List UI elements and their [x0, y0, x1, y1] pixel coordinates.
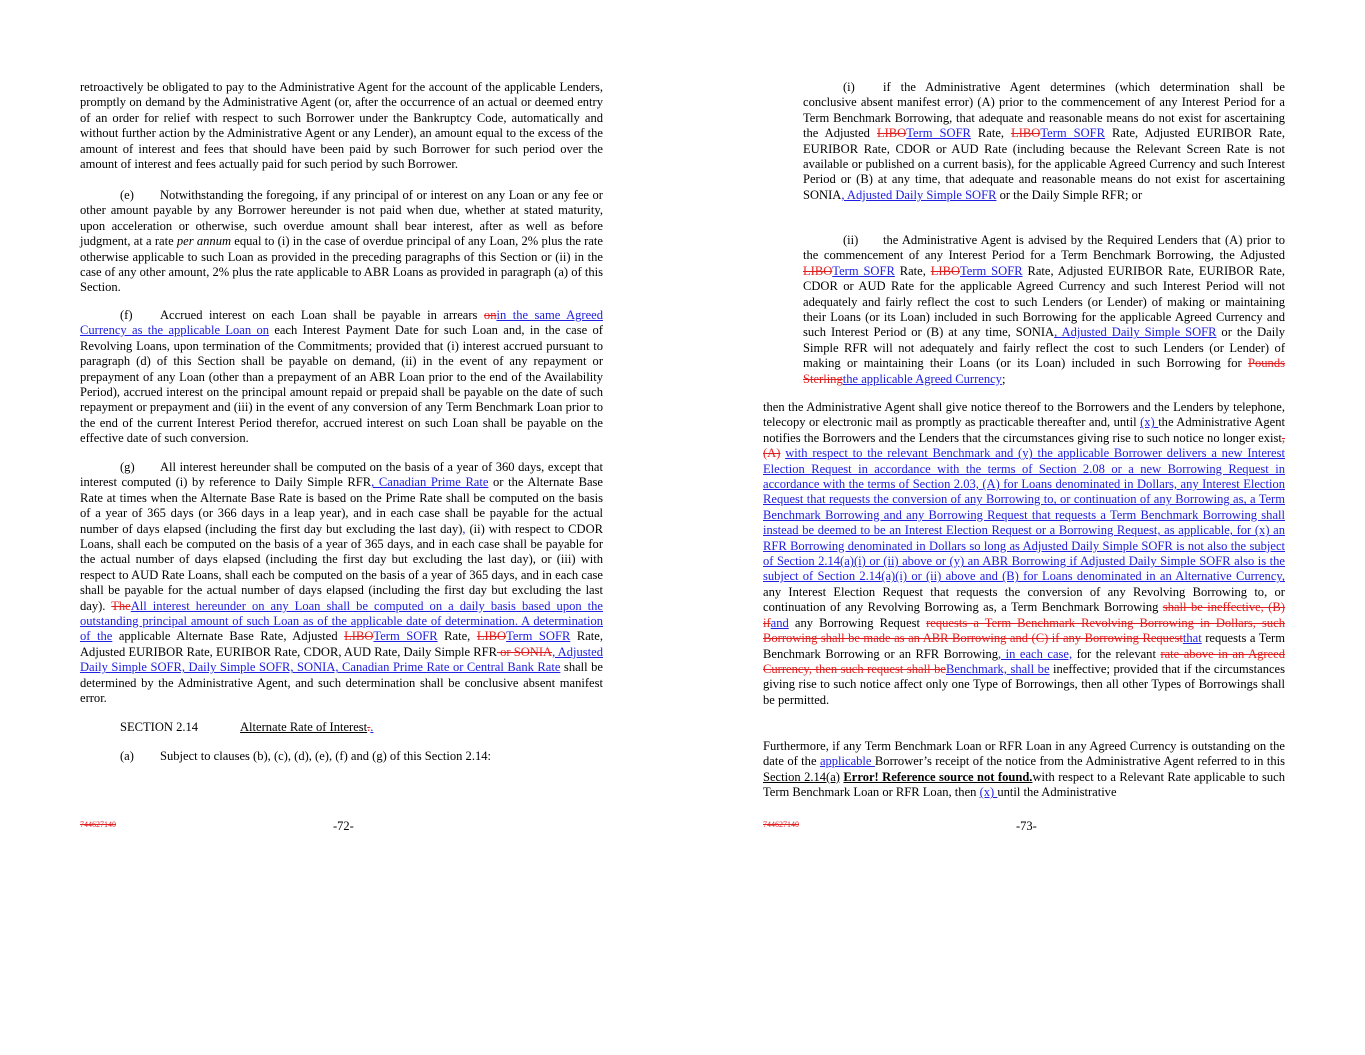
- text: or the Alternate Base Rate at times when the Alternate Base Rate is based on the Prime Rate shall be computed on the basis of a year of 365 days (or 366 days in a leap year), and in each case shall be payable for the actual number of days elapsed (including the first day but excluding the last day): [80, 475, 603, 536]
- text: applicable Alternate Base Rate, Adjusted: [112, 629, 345, 644]
- inserted-text: and: [770, 615, 789, 630]
- text: the Administrative Agent is advised by the Required Lenders that (A) prior to the commencement of any Interest Period for a Term Benchmark Borrowing, the Adjusted: [803, 233, 1285, 263]
- deleted-text: , (A): [763, 430, 1285, 461]
- text: for the relevant: [1072, 646, 1161, 661]
- page-number: -73-: [1016, 819, 1037, 833]
- deleted-text: on: [483, 308, 497, 322]
- deleted-text: requests a Term Benchmark Revolving Borrowing in Dollars, such Borrowing shall be made as an ABR Borrowing and (C) if any Borrowing Request: [763, 615, 1286, 646]
- text: Furthermore, if any Term Benchmark Loan or RFR Loan in any Agreed Currency is outstanding on the date of the: [763, 739, 1285, 769]
- paragraph-then: [763, 400, 1285, 708]
- inserted-text: , Canadian Prime Rate: [371, 475, 489, 490]
- text: or the Daily Simple RFR will not adequately and fairly reflect the cost to such Lenders (or Lender) of making or maintaining their Loans (or its Loan) included in such Borrowing for: [803, 325, 1285, 371]
- page-number: -72-: [333, 819, 354, 833]
- text: Borrower’s receipt of the notice from the Administrative Agent referred to in this: [874, 754, 1285, 769]
- clause-a-label: (a): [120, 749, 134, 763]
- paragraph-label: (f): [120, 308, 133, 322]
- text: (ii) with respect to CDOR Loans, shall each be computed on the basis of a year of 365 days, and in each case shall be payable for the actual number of days elapsed (including the first day but excluding the last day), or (iii) with respect to AUD Rate Loans, shall each be computed on the basis of a year of 365 days, and in each case shall be payable for the actual number of days elapsed (including the first day but excluding the last day).: [80, 521, 603, 613]
- inserted-text: Term SOFR: [1040, 126, 1106, 141]
- error-text: Error! Reference source not found.: [843, 769, 1033, 784]
- paragraph-ii: [803, 233, 1285, 387]
- text: equal to (i) in the case of overdue principal of any Loan, 2% plus the rate otherwise applicable to such Loan as provided in the preceding paragraphs of this Section or (ii) in the case of any other amount, 2% plus the rate applicable to ABR Loans as provided in paragraph (a) of this Section.: [80, 234, 603, 295]
- section-title: Alternate Rate of Interest: [240, 720, 368, 734]
- text: ineffective; provided that if the circumstances giving rise to such notice affect only one Type of Borrowings, then all other Types of Borrowings shall be permitted.: [763, 661, 1285, 707]
- inserted-text: Term SOFR: [832, 263, 895, 278]
- inserted-text: ,: [462, 521, 466, 536]
- inserted-text: , in each case,: [998, 646, 1073, 661]
- italic-text: per annum: [176, 234, 232, 249]
- deleted-punct: .: [367, 720, 371, 734]
- paragraph-furthermore: [763, 739, 1285, 801]
- section-heading: [120, 720, 373, 735]
- paragraph-i: [803, 80, 1285, 203]
- inserted-text: Term SOFR: [906, 126, 971, 141]
- inserted-text: , Adjusted Daily Simple SOFR: [1054, 325, 1217, 340]
- text: requests a Term Benchmark Borrowing or an RFR Borrowing: [763, 631, 1285, 661]
- inserted-text: in the same Agreed Currency as the applicable Loan on: [80, 308, 603, 338]
- text: any Interest Election Request that requests the conversion of any Revolving Borrowing to, or continuation of any Revolving Borrowing as, a Term Benchmark Borrowing: [763, 584, 1285, 615]
- text: retroactively be obligated to pay to the Administrative Agent for the account of the applicable Lenders, promptly on demand by the Administrative Agent (or, after the occurrence of an actual or deemed entry of an order for relief with respect to such Borrower under the Bankruptcy Code, automatically and without further action by the Administrative Agent or any Lender), an amount equal to the excess of the amount of interest and fees that should have been paid by such Borrower for such period over the amount of interest and fees actually paid for such period by such Borrower.: [80, 80, 603, 172]
- inserted-punct: .: [370, 720, 374, 734]
- inserted-text: (x): [1140, 415, 1159, 430]
- paragraph-f: [80, 308, 603, 447]
- paragraph-label: (ii): [843, 233, 859, 247]
- page-73: [683, 0, 1365, 1055]
- clause-a: [120, 749, 491, 764]
- text: Rate, Adjusted EURIBOR Rate, EURIBOR Rate, CDOR or AUD Rate for the applicable Agreed Currency and such Interest Period will not adequately and fairly reflect the cost to such Lenders (or Lender) of making or maintaining their Loans (or its Loan) included in such Borrowing for the applicable Agreed Currency and such Interest Period or (B) at any time, SONIA: [803, 263, 1285, 340]
- text: any Borrowing Request: [788, 615, 927, 630]
- paragraph-d-continued: [80, 80, 603, 172]
- deleted-text: LIBO: [476, 629, 507, 644]
- paragraph-g: [80, 460, 603, 707]
- text: Rate,: [970, 126, 1012, 141]
- inserted-text: with respect to the relevant Benchmark and (y) the applicable Borrower delivers a new Interest Election Request in accordance with the terms of Section 2.08 or a new Borrowing Request in accordance with the terms of Section 2.03, (A) for Loans denominated in Dollars, any Interest Election Request that requests the conversion of any Borrowing to, or continuation of any Borrowing as, a Term Benchmark Borrowing and any Borrowing Request that requests a Term Benchmark Borrowing shall instead be deemed to be an Interest Election Request or a Borrowing Request, as applicable, for (x) an RFR Borrowing denominated in Dollars so long as Adjusted Daily Simple SOFR is not also the subject of Section 2.14(a)(i) or (ii) above or (y) an ABR Borrowing if Adjusted Daily Simple SOFR also is the subject of Section 2.14(a)(i) or (ii) above and (B) for Loans denominated in an Alternative Currency,: [763, 446, 1285, 584]
- text: each Interest Payment Date for such Loan and, in the case of Revolving Loans, upon termination of the Commitments; provided that (i) interest accrued pursuant to paragraph (d) of this Section shall be payable on demand, (ii) in the event of any repayment or prepayment of any Loan (other than a prepayment of an ABR Loan prior to the end of the Availability Period), accrued interest on the principal amount repaid or prepaid shall be payable on the date of such repayment or prepayment and (iii) in the event of any conversion of any Term Benchmark Loan prior to the end of the current Interest Period therefor, accrued interest on such Loan shall be payable on the effective date of such conversion.: [80, 323, 603, 446]
- text: All interest hereunder shall be computed on the basis of a year of 360 days, except that interest computed (i) by reference to Daily Simple RFR: [80, 460, 603, 490]
- inserted-text: the applicable Agreed Currency: [842, 371, 1002, 386]
- inserted-text: Term SOFR: [506, 629, 571, 644]
- deleted-text: LIBO: [803, 263, 833, 278]
- deleted-text: Pounds Sterling: [803, 356, 1285, 386]
- paragraph-label: (e): [120, 188, 134, 202]
- text: or the Daily Simple RFR; or: [996, 187, 1143, 202]
- text: Rate,: [894, 263, 931, 278]
- text: Rate, Adjusted EURIBOR Rate, EURIBOR Rate, CDOR, AUD Rate, Daily Simple RFR: [80, 629, 603, 659]
- deleted-text: LIBO: [1011, 126, 1041, 141]
- inserted-text: , Adjusted Daily Simple SOFR, Daily Simple SOFR, SONIA, Canadian Prime Rate or Central Bank Rate: [80, 644, 603, 675]
- inserted-text: Benchmark, shall be: [945, 661, 1050, 676]
- deleted-text: shall be ineffective, (B) if: [763, 600, 1285, 630]
- page-72: [0, 0, 682, 1055]
- inserted-text: that: [1182, 631, 1202, 646]
- text: with respect to a Relevant Rate applicable to such Term Benchmark Loan or RFR Loan, then: [763, 769, 1286, 800]
- inserted-text: applicable: [819, 754, 875, 769]
- inserted-text: , Adjusted Daily Simple SOFR: [841, 187, 997, 202]
- text: if the Administrative Agent determines (which determination shall be conclusive absent manifest error) (A) prior to the commencement of any Interest Period for a Term Benchmark Borrowing, that adequate and reasonable means do not exist for ascertaining the Adjusted: [803, 80, 1285, 141]
- text: Notwithstanding the foregoing, if any principal of or interest on any Loan or any fee or other amount payable by any Borrower hereunder is not paid when due, whether at stated maturity, upon acceleration or otherwise, such overdue amount shall bear interest, after as well as before judgment, at a rate: [80, 188, 603, 249]
- deleted-text: The: [111, 598, 131, 613]
- clause-a-text: Subject to clauses (b), (c), (d), (e), (f) and (g) of this Section 2.14:: [160, 749, 491, 763]
- text: shall be determined by the Administrative Agent, and such determination shall be conclusive absent manifest error.: [80, 660, 603, 706]
- paragraph-label: (i): [843, 80, 855, 94]
- deleted-text: or SONIA: [496, 644, 553, 659]
- deleted-text: LIBO: [344, 629, 374, 644]
- section-number: SECTION 2.14: [120, 720, 199, 734]
- text: until the Administrative: [997, 785, 1117, 800]
- deleted-text: rate above in an Agreed Currency, then such request shall be: [763, 646, 1285, 676]
- deleted-text: LIBO: [876, 126, 907, 141]
- paragraph-e: [80, 188, 603, 296]
- deleted-text: LIBO: [930, 263, 961, 278]
- inserted-text: (x): [979, 785, 998, 800]
- inserted-text: Term SOFR: [960, 263, 1023, 278]
- text: Accrued interest on each Loan shall be payable in arrears: [160, 308, 484, 322]
- underlined-text: Section 2.14(a): [763, 769, 840, 784]
- document-id: 744627140: [80, 820, 116, 829]
- text: ;: [1001, 371, 1006, 386]
- text: the Administrative Agent notifies the Borrowers and the Lenders that the circumstances giving rise to such notice no longer exist: [763, 415, 1285, 445]
- inserted-text: All interest hereunder on any Loan shall be computed on a daily basis based upon the outstanding principal amount of such Loan as of the applicable date of determination. A determination of the: [80, 598, 603, 644]
- paragraph-label: (g): [120, 460, 135, 474]
- text: then the Administrative Agent shall give notice thereof to the Borrowers and the Lenders by telephone, telecopy or electronic mail as promptly as practicable thereafter and, until: [763, 400, 1285, 430]
- inserted-text: Term SOFR: [373, 629, 438, 644]
- document-id: 744627140: [763, 820, 799, 829]
- text: Rate, Adjusted EURIBOR Rate, EURIBOR Rate, CDOR or AUD Rate (including because the Relevant Screen Rate is not available or published on a current basis), for the applicable Agreed Currency and such Interest Period or (B) at any time, that adequate and reasonable means do not exist for ascertaining SONIA: [803, 126, 1285, 202]
- text: Rate,: [437, 629, 477, 644]
